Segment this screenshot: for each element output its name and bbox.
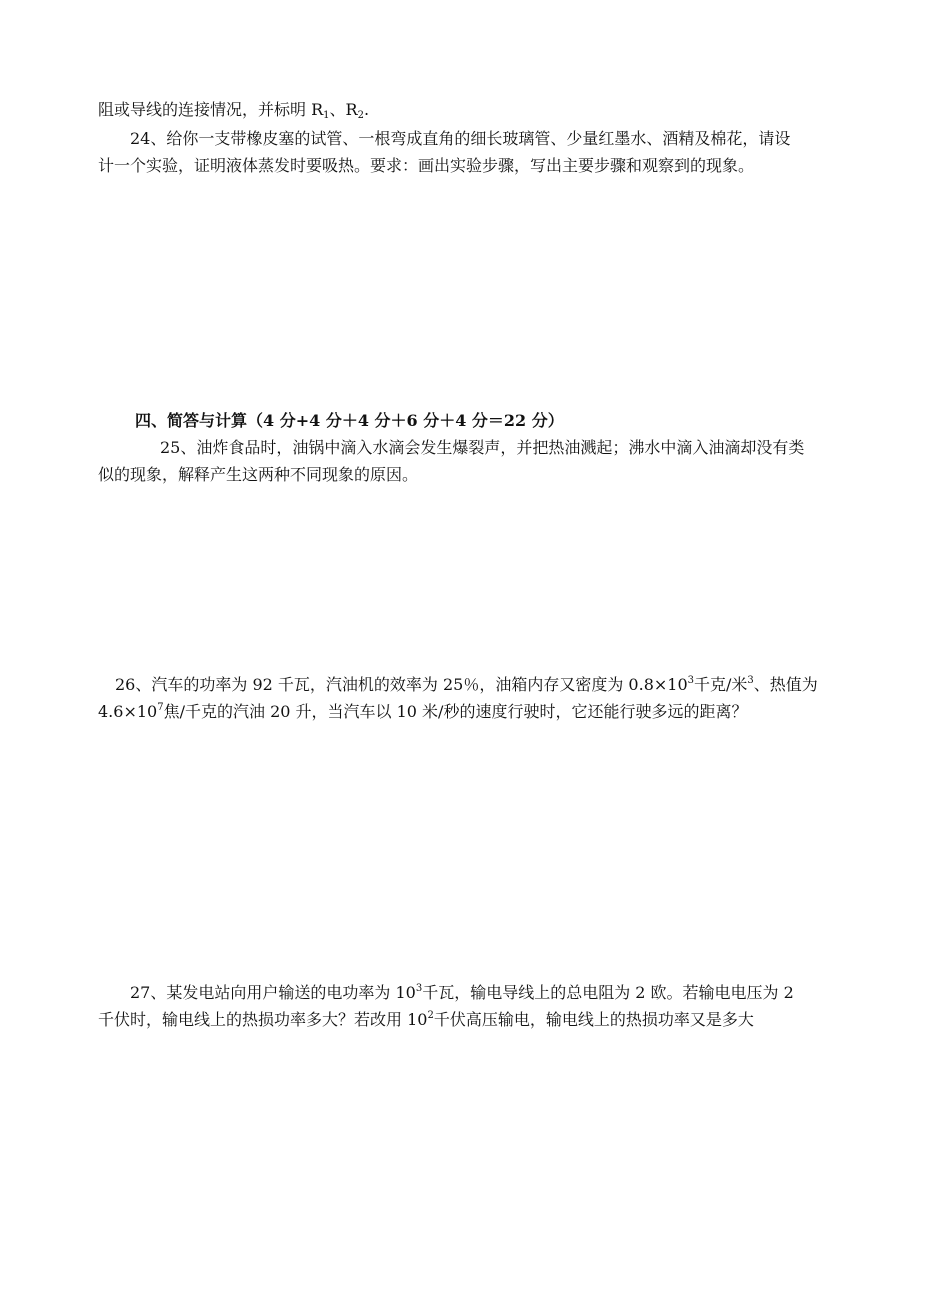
q27-line2sup: 2 [427,1010,434,1021]
q23-end: . [363,100,370,119]
q26-line1 [115,670,818,696]
q27-line2b: 千伏高压输电，输电线上的热损功率又是多大 [433,1010,754,1029]
q23-sub2: 2 [357,110,364,121]
q25-line1: 25、油炸食品时，油锅中滴入水滴会发生爆裂声，并把热油溅起；沸水中滴入油滴却没有类 [160,438,805,457]
q26-line1c: 、热值为 [753,675,818,694]
q25-line2: 似的现象，解释产生这两种不同现象的原因。 [98,465,419,484]
q24-line2: 计一个实验，证明液体蒸发时要吸热。要求：画出实验步骤，写出主要步骤和观察到的现象。 [98,156,755,175]
q27-line2 [98,1005,754,1031]
q26-line1sup: 3 [687,675,695,686]
q26-line1sup2: 3 [747,675,754,686]
q26-line1b: 千克/米 [694,675,748,694]
section-heading: 四、简答与计算（4 分+4 分＋4 分＋6 分＋4 分＝22 分） [135,411,564,430]
q27-line1a: 27、某发电站向用户输送的电功率为 10 [130,983,416,1002]
q27-line2a: 千伏时，输电线上的热损功率多大？若改用 10 [98,1010,428,1029]
q24-line1: 24、给你一支带橡皮塞的试管、一根弯成直角的细长玻璃管、少量红墨水、酒精及棉花，请设 [130,129,791,148]
q27-line1b: 千瓦，输电导线上的总电阻为 2 欧。若输电电压为 2 [422,983,794,1002]
q26-line2 [98,697,747,723]
q26-line2b: 焦/千克的汽油 20 升，当汽车以 10 米/秒的速度行驶时，它还能行驶多远的距离？ [163,702,748,721]
q26-line2a: 4.6×10 [98,702,158,721]
q26-line1a: 26、汽车的功率为 92 千瓦，汽油机的效率为 25％，油箱内存又密度为 0.8×10 [115,675,688,694]
q27-line1 [130,978,794,1004]
q27-line1sup: 3 [415,983,423,994]
q23-mid: 、R [329,100,358,119]
q23-tail-line [98,99,369,127]
q23-sub1: 1 [323,110,330,121]
q23-text: 阻或导线的连接情况，并标明 R [98,100,324,119]
q26-line2sup: 7 [157,702,164,713]
